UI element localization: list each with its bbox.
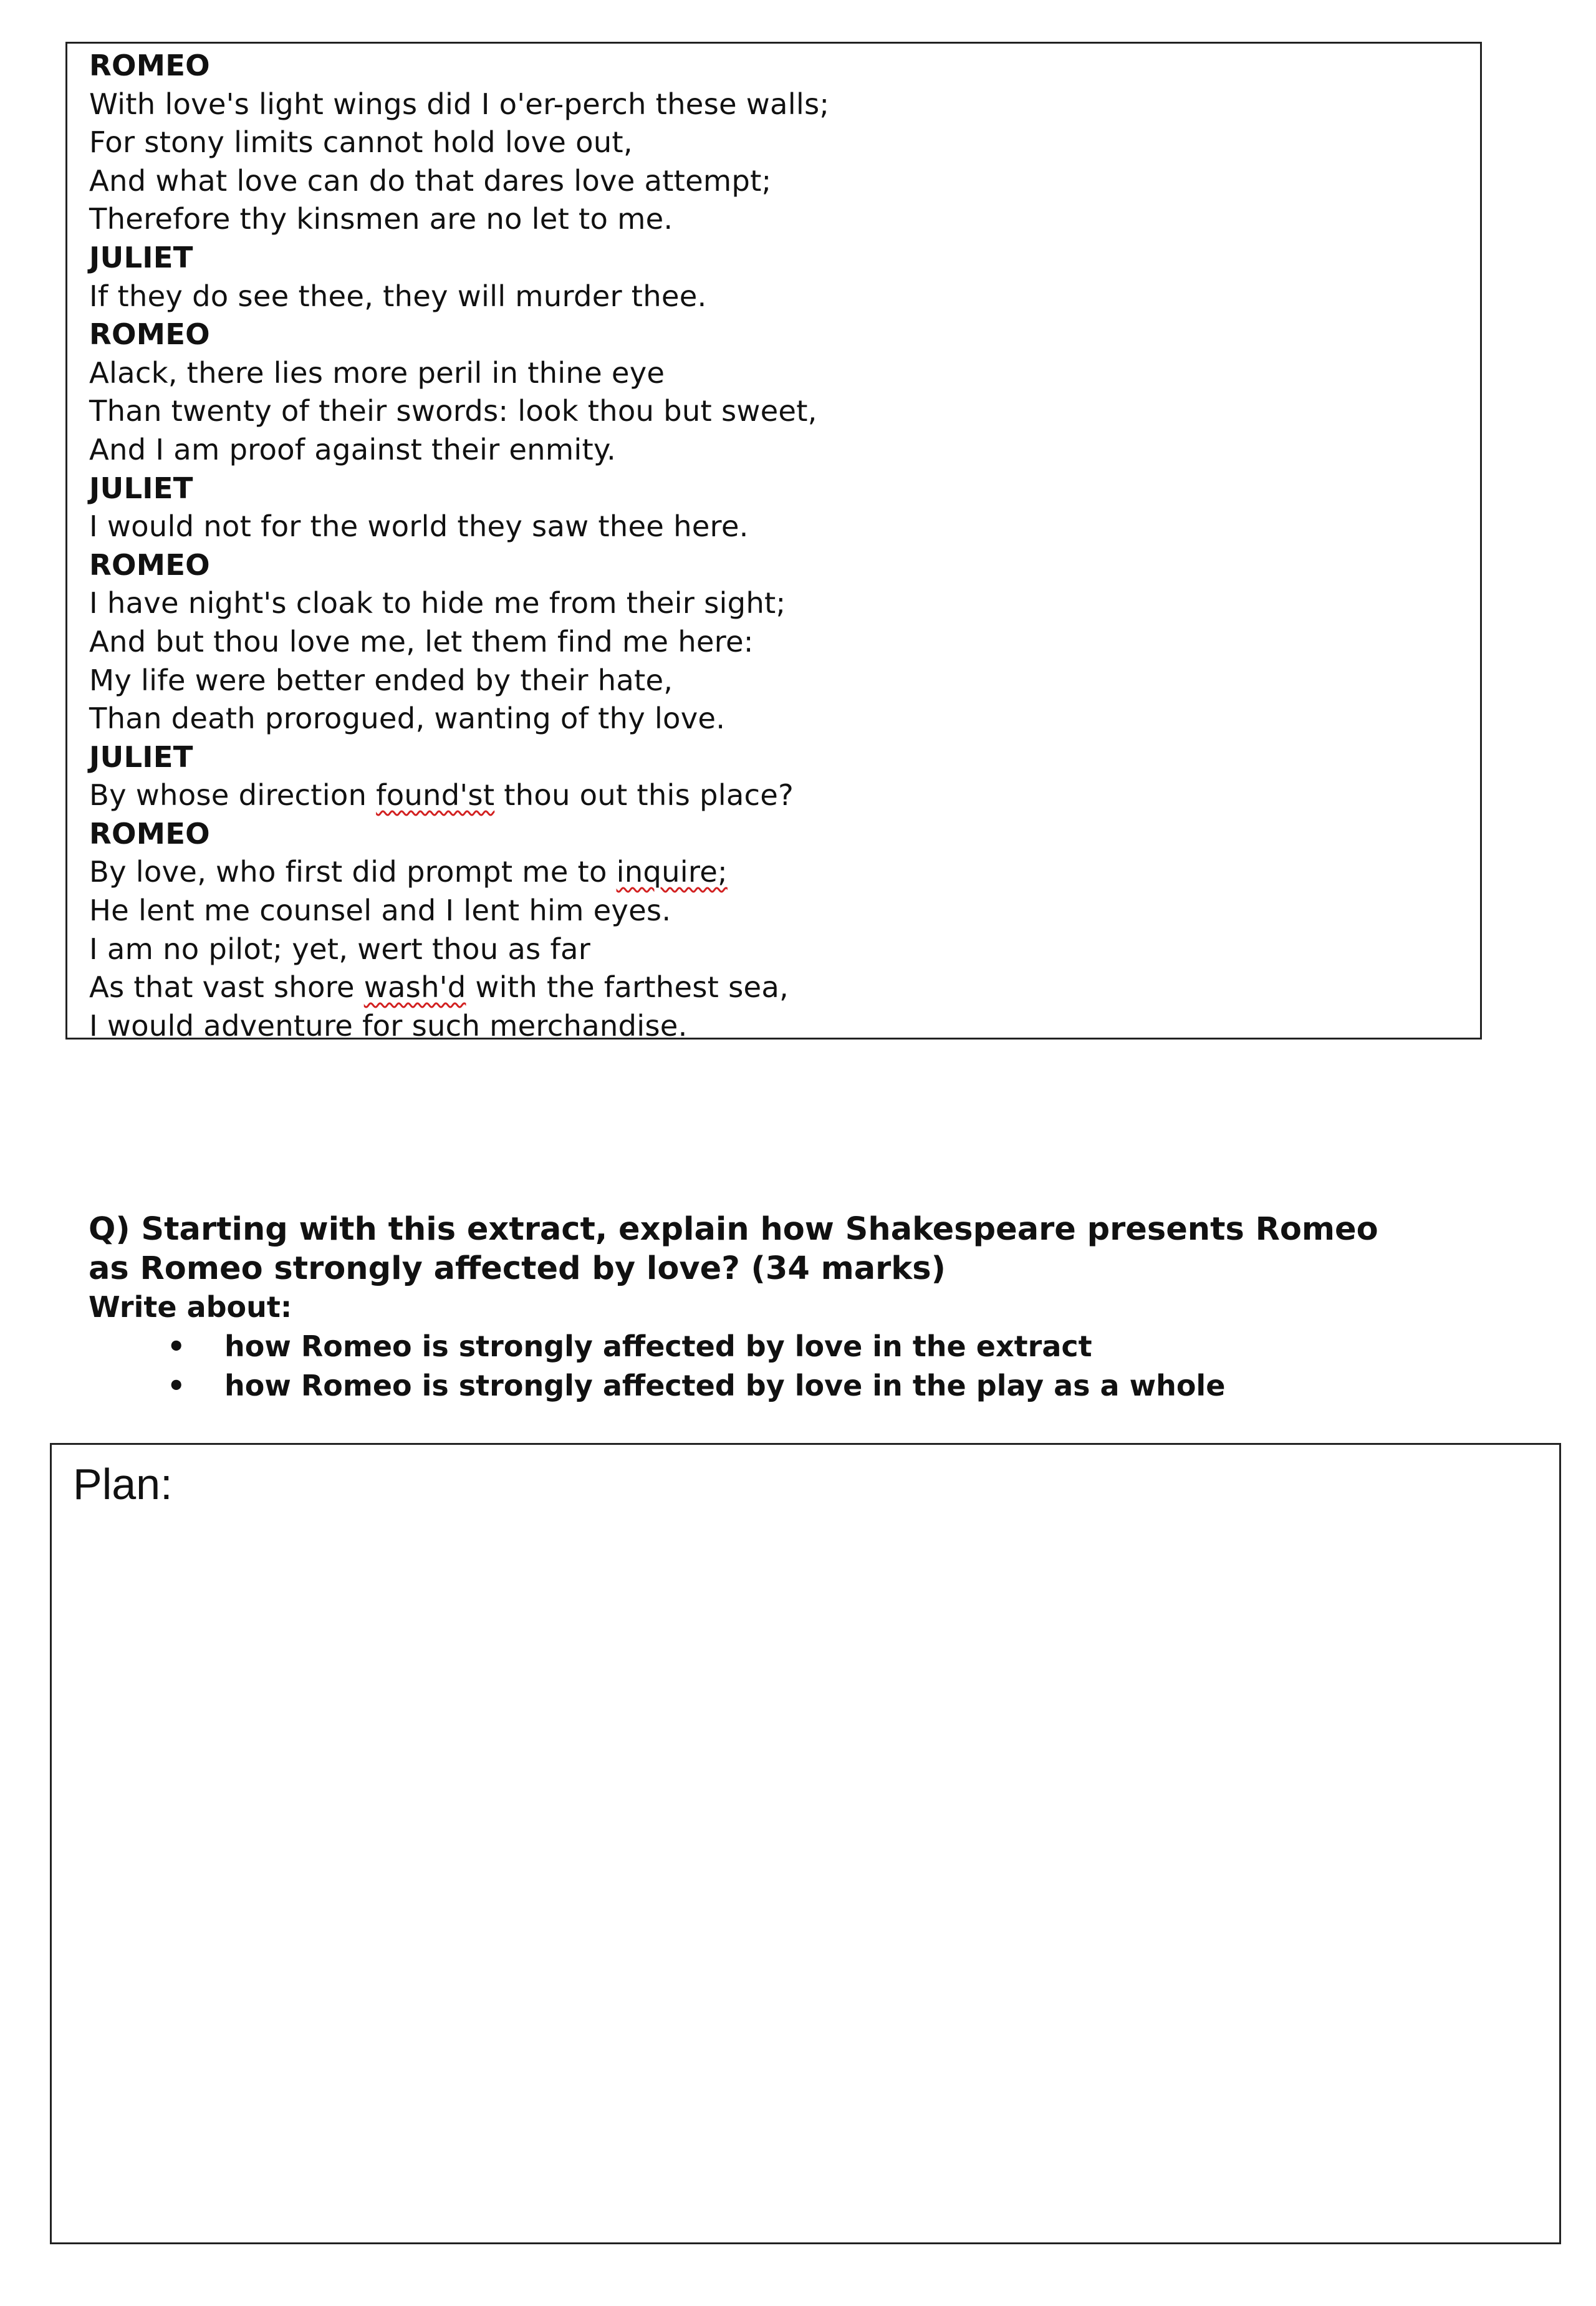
spellcheck-word[interactable]: inquire;	[616, 855, 728, 889]
bullet-item	[89, 1327, 1522, 1366]
speaker-romeo: ROMEO	[89, 317, 210, 352]
spellcheck-word[interactable]: wash'd	[363, 970, 466, 1005]
write-about-label: Write about:	[89, 1290, 292, 1324]
verse-segment: with the farthest sea,	[466, 970, 789, 1005]
verse-segment: By love, who first did prompt me to	[89, 855, 617, 889]
verse-line	[89, 776, 1480, 815]
verse-line: And what love can do that dares love attempt;	[89, 163, 772, 198]
speaker-romeo: ROMEO	[89, 49, 210, 82]
verse-segment: thou out this place?	[494, 778, 794, 813]
bullet-icon: •	[167, 1369, 186, 1402]
question-text-line-1: Q) Starting with this extract, explain how Shakespeare presents Romeo	[89, 1211, 1378, 1248]
verse-line: I would adventure for such merchandise.	[89, 1008, 688, 1043]
verse-line: He lent me counsel and I lent him eyes.	[89, 894, 671, 928]
verse-line: I would not for the world they saw thee here.	[89, 509, 749, 544]
question-text-line-2: as Romeo strongly affected by love? (34 marks)	[89, 1250, 946, 1287]
verse-line: Than death prorogued, wanting of thy love.	[89, 702, 726, 736]
verse-line	[89, 968, 1480, 1007]
verse-line	[89, 853, 1480, 892]
verse-line: Than twenty of their swords: look thou but sweet,	[89, 394, 817, 428]
plan-box[interactable]	[50, 1443, 1561, 2244]
bullet-text: how Romeo is strongly affected by love in the play as a whole	[224, 1369, 1226, 1402]
speaker-romeo: ROMEO	[89, 816, 210, 851]
spellcheck-word[interactable]: found'st	[376, 778, 495, 813]
question-block	[89, 1210, 1522, 1406]
bullet-list	[89, 1327, 1522, 1406]
speaker-juliet: JULIET	[89, 740, 193, 774]
bullet-item	[89, 1366, 1522, 1406]
verse-line: I am no pilot; yet, wert thou as far	[89, 932, 591, 966]
bullet-icon: •	[167, 1329, 186, 1363]
verse-line: With love's light wings did I o'er-perch these walls;	[89, 87, 830, 121]
bullet-text: how Romeo is strongly affected by love in the extract	[224, 1329, 1092, 1363]
speaker-juliet: JULIET	[89, 240, 193, 274]
verse-line: And I am proof against their enmity.	[89, 432, 616, 466]
verse-segment: As that vast shore	[89, 970, 364, 1005]
speaker-juliet: JULIET	[89, 471, 193, 505]
plan-label: Plan:	[73, 1460, 173, 1508]
verse-line: My life were better ended by their hate,	[89, 663, 673, 697]
verse-line: And but thou love me, let them find me here:	[89, 624, 754, 659]
verse-line: Alack, there lies more peril in thine eye	[89, 355, 665, 390]
verse-line: If they do see thee, they will murder thee.	[89, 279, 707, 313]
verse-line: Therefore thy kinsmen are no let to me.	[89, 202, 673, 236]
verse-line: I have night's cloak to hide me from their sight;	[89, 586, 786, 620]
speaker-romeo: ROMEO	[89, 548, 210, 582]
verse-line: For stony limits cannot hold love out,	[89, 125, 633, 160]
extract-box	[65, 42, 1482, 1043]
verse-segment: By whose direction	[89, 778, 377, 813]
